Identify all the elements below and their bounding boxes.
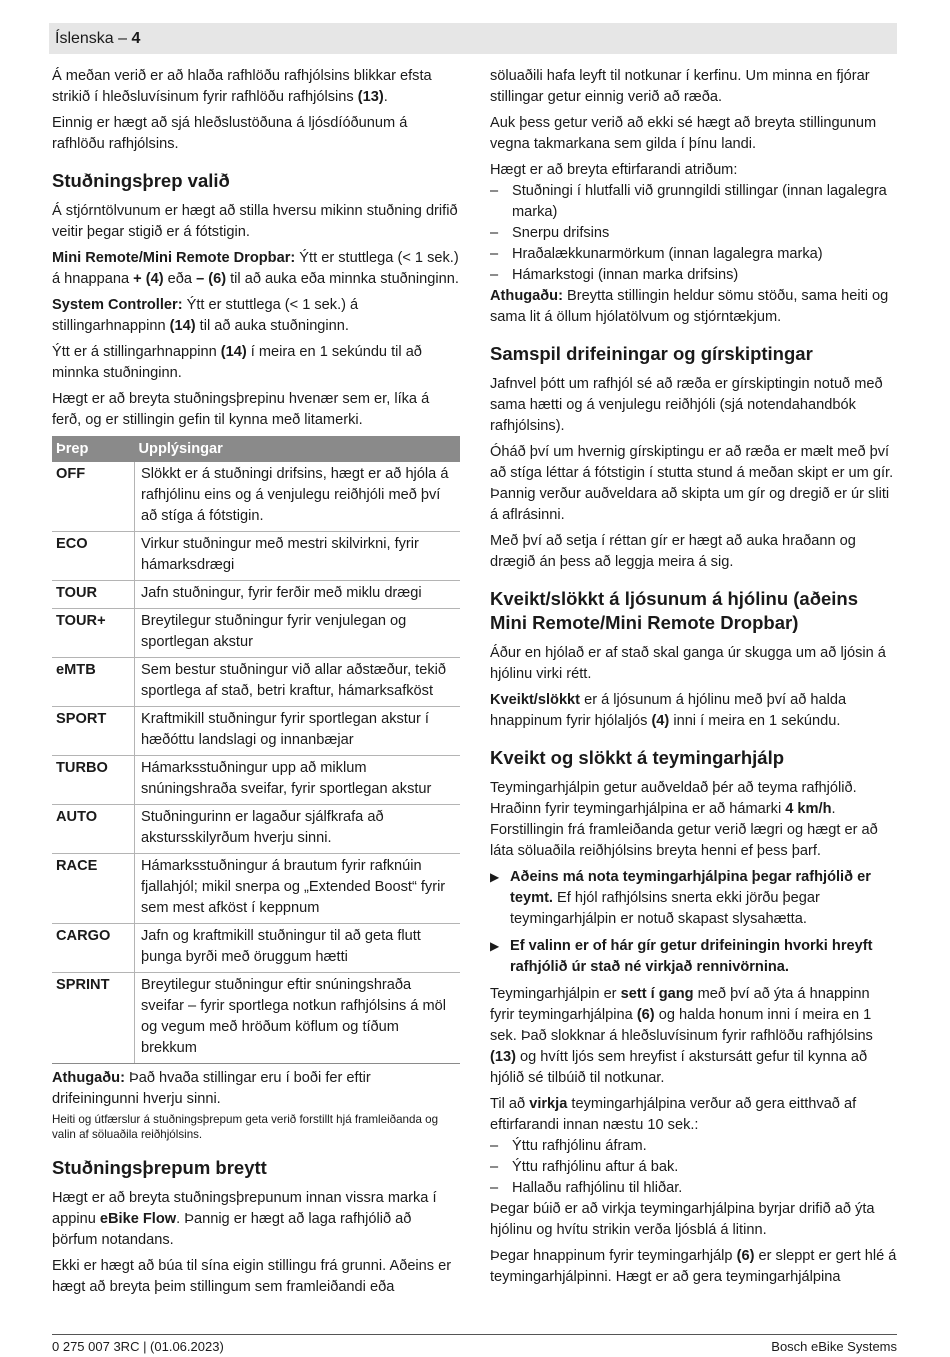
- paragraph: Á stjórntölvunum er hægt að stilla hversu mikinn stuðning drifið veitir þegar stigið er á fótstigin.: [52, 203, 458, 240]
- list-item: – Hámarkstogi (innan marka drifsins): [490, 267, 739, 283]
- table-header-row: [52, 436, 460, 462]
- section-heading-change-levels: Stuðningsþrepum breytt: [52, 1157, 267, 1178]
- paragraph: Kveikt/slökkt er á ljósunum á hjólinu með því að halda hnappinum fyrir hjólaljós (4) inni í meira en 1 sekúndu.: [490, 692, 847, 729]
- paragraph: Jafnvel þótt um rafhjól sé að ræða er gírskiptingin notuð með sama hætti og á venjulegu reiðhjóli (sjá notendahandbók rafhjólsins).: [490, 376, 883, 434]
- section-heading-gear-shifting: Samspil drifeiningar og gírskiptingar: [490, 343, 813, 364]
- paragraph: Ýtt er á stillingarhnappinn (14) í meira en 1 sekúndu til að minnka stuðninginn.: [52, 344, 422, 381]
- paragraph: Hægt er að breyta stuðningsþrepunum innan vissra marka í appinu eBike Flow. Þannig er hægt að laga rafhjólið að þörfum notandans.: [52, 1190, 437, 1248]
- small-note: Heiti og útfærslur á stuðningsþrepum geta verið forstillt hjá framleiðanda og valin af söluaðila reiðhjólsins.: [52, 1113, 439, 1141]
- paragraph: Ekki er hægt að búa til sína eigin stillingu frá grunni. Aðeins er hægt að breyta þeim stillingum sem framleiðandi eða: [52, 1258, 452, 1295]
- paragraph: Á meðan verið er að hlaða rafhlöðu rafhjólsins blikkar efsta strikið í hleðsluvísinum fyrir rafhlöðu rafhjólsins (13).: [52, 68, 432, 105]
- arrow-right-icon: ▶: [490, 939, 500, 953]
- list-item: – Hallaðu rafhjólinu til hliðar.: [490, 1180, 683, 1196]
- assistance-level-table: [52, 436, 460, 1064]
- paragraph: Hægt er að breyta stuðningsþrepinu hvenær sem er, líka á ferð, og er stillingin gefin til kynna með litamerki.: [52, 391, 430, 428]
- footer-divider: [52, 1334, 897, 1335]
- paragraph: Mini Remote/Mini Remote Dropbar: Ýtt er stuttlega (< 1 sek.) á hnappana + (4) eða – (6) til að auka eða minnka stuðninginn.: [52, 250, 459, 287]
- list-item: – Snerpu drifsins: [490, 225, 610, 241]
- header-language: Íslenska: [55, 30, 114, 47]
- footer-brand: Bosch eBike Systems: [771, 1339, 897, 1354]
- arrow-right-icon: ▶: [490, 870, 500, 884]
- paragraph: Einnig er hægt að sjá hleðslustöðuna á ljósdíóðunum á rafhlöðu rafhjólsins.: [52, 115, 408, 152]
- paragraph: Hægt er að breyta eftirfarandi atriðum:: [490, 162, 738, 178]
- list-item: – Ýttu rafhjólinu áfram.: [490, 1138, 647, 1154]
- paragraph: söluaðili hafa leyft til notkunar í kerfinu. Um minna en fjórar stillingar getur einnig verið að ræða.: [490, 68, 870, 105]
- header-page-number: 4: [131, 30, 141, 47]
- column-header-info: Upplýsingar: [135, 436, 461, 462]
- table-row: SPRINT Breytilegur stuðningur eftir snúningshraða sveifar – fyrir sportlega notkun rafhjólsins á möl og vegum með hröðum köflum og tíðum brekkum: [52, 973, 460, 1064]
- table-row: ECO Virkur stuðningur með mestri skilvirkni, fyrir hámarksdrægi: [52, 532, 460, 581]
- table-row: eMTB Sem bestur stuðningur við allar aðstæður, tekið sportlega af stað, betri kraftur, hámarksafköst: [52, 658, 460, 707]
- adjustable-items-list: [490, 181, 898, 286]
- table-row: OFF Slökkt er á stuðningi drifsins, hægt er að hjóla á rafhjólinu eins og á venjulegu reiðhjóli með því að stíga á fótstigin.: [52, 462, 460, 532]
- table-row: RACE Hámarksstuðningur á brautum fyrir rafknúin fjallahjól; mikil snerpa og „Extended Boost“ fyrir sem mest afköst í keppnum: [52, 854, 460, 924]
- table-row: AUTO Stuðningurinn er lagaður sjálfkrafa að akstursskilyrðum hverju sinni.: [52, 805, 460, 854]
- warning-item: ▶ Aðeins má nota teymingarhjálpina þegar rafhjólið er teymt. Ef hjól rafhjólsins snerta ekki jörðu þegar teymingarhjálpin er notuð skapast slysahætta.: [490, 867, 898, 930]
- column-header-level: Þrep: [52, 436, 135, 462]
- warning-item: ▶ Ef valinn er of hár gír getur drifeiningin hvorki hreyft rafhjólið úr stað né virkjað rennivörnina.: [490, 936, 898, 978]
- table-row: TOUR Jafn stuðningur, fyrir ferðir með miklu drægi: [52, 581, 460, 609]
- paragraph: Þegar hnappinum fyrir teymingarhjálp (6) er sleppt er gert hlé á teymingarhjálpinni. Hægt er að gera teymingarhjálpina: [490, 1248, 897, 1285]
- paragraph: Með því að setja í réttan gír er hægt að auka hraðann og drægið án þess að leggja meira á sig.: [490, 533, 856, 570]
- paragraph: System Controller: Ýtt er stuttlega (< 1 sek.) á stillingarhnappinn (14) til að auka stuðninginn.: [52, 297, 359, 334]
- paragraph: Auk þess getur verið að ekki sé hægt að breyta stillingunum vegna takmarkana sem gilda í þínu landi.: [490, 115, 877, 152]
- paragraph: Óháð því um hvernig gírskiptingu er að ræða er mælt með því að stíga léttar á fótstigin í stutta stund á meðan skipt er um gír. Þannig verður auðveldara að skipta um gír og dregið er úr sliti á aflrásinni.: [490, 444, 894, 523]
- list-item: – Stuðningi í hlutfalli við grunngildi stillingar (innan lagalegra marka): [490, 183, 887, 220]
- paragraph: Til að virkja teymingarhjálpina verður að gera eitthvað af eftirfarandi innan næstu 10 sek.:: [490, 1096, 857, 1133]
- footer-doc-number: 0 275 007 3RC | (01.06.2023): [52, 1339, 224, 1354]
- paragraph: Þegar búið er að virkja teymingarhjálpina byrjar drifið að ýta hjólinu og hvítu strikin verða ljósblá á litinn.: [490, 1201, 875, 1238]
- page-header: Íslenska – 4: [49, 23, 897, 54]
- note: Athugaðu: Breytta stillingin heldur sömu stöðu, sama heiti og sama lit á öllum hjólatölvum og stjórntækjum.: [490, 288, 889, 325]
- table-row: TOUR+ Breytilegur stuðningur fyrir venjulegan og sportlegan akstur: [52, 609, 460, 658]
- paragraph: Teymingarhjálpin getur auðveldað þér að teyma rafhjólið. Hraðinn fyrir teymingarhjálpina er að hámarki 4 km/h. Forstillingin frá framleiðanda getur verið lægri og hægt er að láta söluaðila reiðhjólsins breyta henni ef þess þarf.: [490, 780, 878, 859]
- left-column: [52, 66, 460, 1303]
- table-row: SPORT Kraftmikill stuðningur fyrir sportlegan akstur í hæðóttu landslagi og innanbæjar: [52, 707, 460, 756]
- activation-list: [490, 1136, 898, 1199]
- section-heading-lights: Kveikt/slökkt á ljósunum á hjólinu (aðeins Mini Remote/Mini Remote Dropbar): [490, 588, 859, 633]
- paragraph: Teymingarhjálpin er sett í gang með því að ýta á hnappinn fyrir teymingarhjálpina (6) og halda honum inni í meira en 1 sek. Það slokknar á hleðsluvísinum fyrir rafhlöðu rafhjólsins (13) og hvítt ljós sem hreyfist í akstursátt gefur til kynna að hjólið sé tilbúið til notkunar.: [490, 986, 873, 1086]
- list-item: – Ýttu rafhjólinu aftur á bak.: [490, 1159, 679, 1175]
- table-row: TURBO Hámarksstuðningur upp að miklum snúningshraða sveifar, fyrir sportlegan akstur: [52, 756, 460, 805]
- paragraph: Áður en hjólað er af stað skal ganga úr skugga um að ljósin á hjólinu virki rétt.: [490, 645, 886, 682]
- section-heading-select-level: Stuðningsþrep valið: [52, 170, 230, 191]
- section-heading-push-assistance: Kveikt og slökkt á teymingarhjálp: [490, 747, 785, 768]
- note: Athugaðu: Það hvaða stillingar eru í boði fer eftir drifeiningunni hverju sinni.: [52, 1070, 371, 1107]
- right-column: [490, 66, 898, 1293]
- list-item: – Hraðalækkunarmörkum (innan lagalegra marka): [490, 246, 823, 262]
- table-row: CARGO Jafn og kraftmikill stuðningur til að geta flutt þunga byrði með öruggum hætti: [52, 924, 460, 973]
